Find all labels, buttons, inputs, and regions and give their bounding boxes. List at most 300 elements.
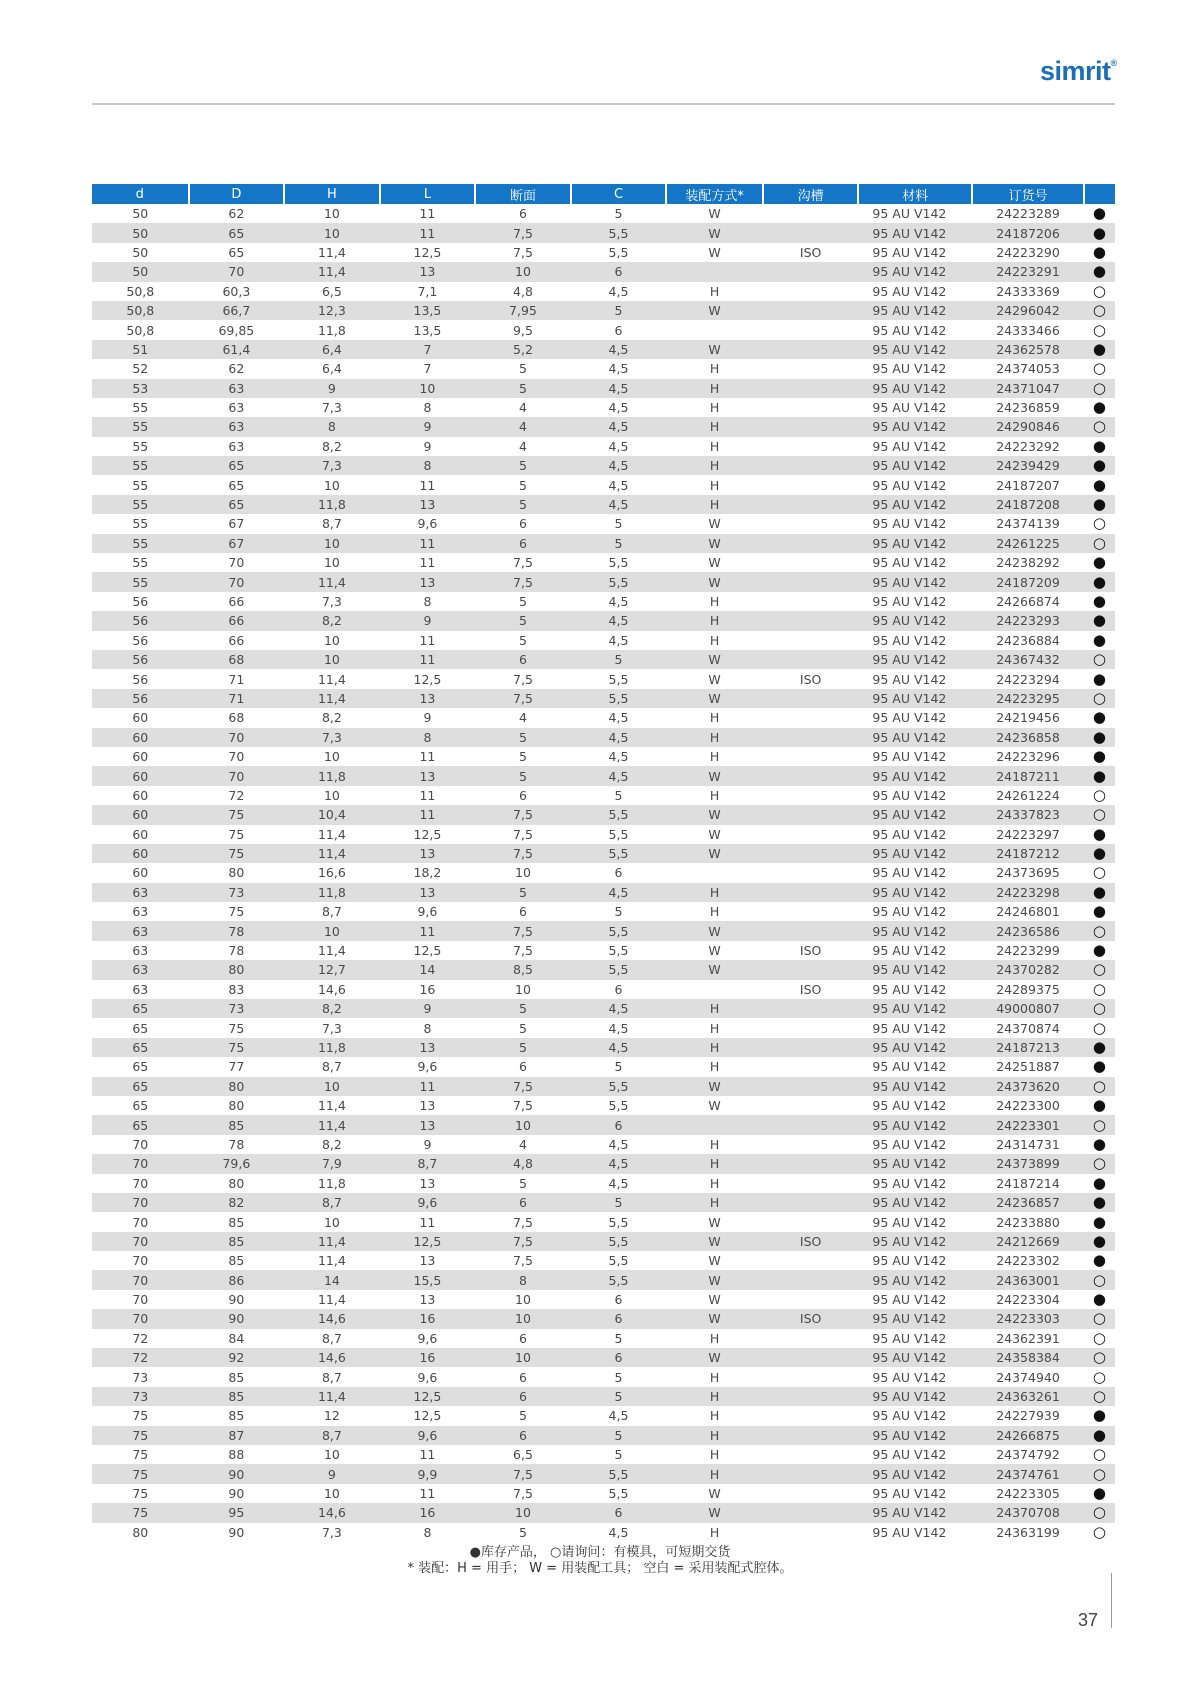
- cell-d: 72: [132, 1330, 149, 1346]
- cell-assembly: W: [666, 301, 763, 320]
- cell-groove: ISO: [763, 1232, 859, 1251]
- cell-stock-indicator: ○: [1084, 805, 1115, 824]
- cell-order-no: 24373899: [972, 1154, 1084, 1173]
- cell-stock-indicator: ○: [1084, 1115, 1115, 1134]
- cell-C: 5,5: [571, 960, 667, 979]
- cell-L: 11: [419, 632, 436, 648]
- cell-groove: [763, 1174, 859, 1193]
- cell-D: 85: [189, 1387, 285, 1406]
- cell-L: 13: [419, 1175, 436, 1191]
- cell-d: 70: [92, 1270, 189, 1289]
- cell-H: 10: [323, 787, 340, 803]
- cell-L: 8: [423, 400, 432, 416]
- cell-section: 4,8: [475, 1154, 571, 1173]
- cell-section: 5: [518, 1020, 527, 1036]
- cell-section: 5: [475, 728, 571, 747]
- cell-L: 16: [419, 981, 436, 997]
- cell-C: 5: [614, 1369, 623, 1385]
- cell-H: 8,7: [321, 1059, 342, 1075]
- cell-order-no: 24333466: [996, 322, 1060, 338]
- cell-section: 10: [475, 1348, 571, 1367]
- cell-assembly: H: [666, 379, 763, 398]
- col-header-groove: 沟槽: [763, 184, 859, 204]
- cell-section: 4: [518, 710, 527, 726]
- cell-assembly: W: [666, 340, 763, 359]
- cell-D: 75: [189, 805, 285, 824]
- cell-section: 7,5: [513, 943, 533, 959]
- cell-assembly: H: [709, 1020, 720, 1036]
- cell-C: 4,5: [608, 1175, 629, 1191]
- cell-H: 10: [284, 650, 380, 669]
- cell-C: 4,5: [608, 710, 629, 726]
- cell-assembly: W: [708, 244, 721, 260]
- cell-assembly: W: [666, 223, 763, 242]
- cell-stock-indicator: ○: [1092, 281, 1106, 300]
- cell-stock-indicator: ●: [1092, 941, 1106, 960]
- cell-groove: [763, 379, 859, 398]
- cell-groove: ISO: [799, 244, 822, 260]
- cell-L: 9,6: [417, 1369, 438, 1385]
- table-row: [92, 223, 1115, 242]
- cell-C: 5,5: [608, 244, 629, 260]
- cell-assembly: W: [708, 516, 721, 532]
- cell-H: 11,4: [284, 1232, 380, 1251]
- cell-stock-indicator: ●: [1084, 1232, 1115, 1251]
- cell-C: 5,5: [571, 1077, 667, 1096]
- table-row: [92, 747, 1115, 766]
- cell-order-no: 24223295: [972, 689, 1084, 708]
- cell-C: 4,5: [571, 611, 667, 630]
- table-row: [92, 475, 1115, 494]
- cell-order-no: 24261224: [996, 787, 1060, 803]
- cell-order-no: 24370874: [996, 1020, 1060, 1036]
- cell-assembly: H: [666, 1464, 763, 1483]
- cell-C: 5,5: [571, 844, 667, 863]
- cell-d: 75: [132, 1485, 149, 1501]
- cell-H: 7,3: [321, 1524, 342, 1540]
- cell-C: 5,5: [608, 1214, 629, 1230]
- cell-assembly: H: [709, 632, 720, 648]
- cell-d: 70: [92, 1193, 189, 1212]
- cell-order-no: 24223296: [996, 749, 1060, 765]
- cell-C: 6: [571, 1115, 667, 1134]
- cell-order-no: 24370282: [972, 960, 1084, 979]
- cell-C: 5,5: [571, 223, 667, 242]
- cell-section: 6: [475, 1387, 571, 1406]
- cell-assembly: H: [709, 1408, 720, 1424]
- cell-C: 5,5: [608, 1253, 629, 1269]
- cell-d: 55: [92, 495, 189, 514]
- col-header-order-no: 订货号: [972, 184, 1084, 204]
- cell-material: 95 AU V142: [872, 1253, 947, 1269]
- cell-stock-indicator: ●: [1092, 475, 1106, 494]
- cell-material: 95 AU V142: [872, 1059, 947, 1075]
- cell-material: 95 AU V142: [858, 1115, 972, 1134]
- cell-d: 70: [92, 1154, 189, 1173]
- table-row: [92, 650, 1115, 669]
- cell-section: 6: [475, 650, 571, 669]
- table-row: [92, 534, 1115, 553]
- cell-H: 6,5: [321, 283, 342, 299]
- cell-groove: [763, 689, 859, 708]
- cell-H: 6,4: [321, 361, 342, 377]
- cell-stock-indicator: ○: [1084, 1348, 1115, 1367]
- cell-D: 66: [228, 632, 245, 648]
- logo-text: simrit: [1040, 56, 1111, 86]
- cell-material: 95 AU V142: [858, 844, 972, 863]
- cell-d: 75: [92, 1426, 189, 1445]
- cell-order-no: 24239429: [972, 456, 1084, 475]
- cell-D: 65: [228, 477, 245, 493]
- cell-d: 60: [132, 826, 149, 842]
- cell-C: 4,5: [571, 1154, 667, 1173]
- cell-material: 95 AU V142: [872, 1330, 947, 1346]
- cell-groove: [763, 1290, 859, 1309]
- cell-stock-indicator: ●: [1092, 902, 1106, 921]
- cell-C: 4,5: [571, 999, 667, 1018]
- cell-C: 5,5: [571, 572, 667, 591]
- cell-order-no: 24223290: [996, 244, 1060, 260]
- cell-order-no: 24261225: [972, 534, 1084, 553]
- cell-groove: [763, 960, 859, 979]
- cell-H: 10: [323, 749, 340, 765]
- cell-groove: [763, 1135, 859, 1154]
- cell-d: 75: [132, 1408, 149, 1424]
- cell-L: 12,5: [380, 1232, 476, 1251]
- cell-L: 8: [423, 594, 432, 609]
- table-row: [92, 495, 1115, 514]
- cell-assembly: H: [709, 400, 720, 416]
- table-row: [92, 708, 1115, 727]
- cell-D: 65: [228, 244, 245, 260]
- cell-C: 5,5: [608, 1485, 629, 1501]
- cell-section: 7,5: [513, 1253, 533, 1269]
- cell-material: 95 AU V142: [858, 883, 972, 902]
- table-row: [92, 1212, 1115, 1231]
- cell-stock-indicator: ●: [1092, 204, 1106, 223]
- cell-d: 51: [92, 340, 189, 359]
- cell-d: 63: [132, 943, 149, 959]
- cell-section: 10: [475, 262, 571, 281]
- cell-d: 73: [92, 1387, 189, 1406]
- legend-assembly: * 装配：H = 用手； W = 用装配工具； 空白 = 采用装配式腔体。: [407, 1561, 793, 1576]
- cell-L: 13: [380, 495, 476, 514]
- table-row: [92, 883, 1115, 902]
- cell-order-no: 24187214: [996, 1175, 1060, 1191]
- table-row: [92, 689, 1115, 708]
- cell-L: 9: [380, 999, 476, 1018]
- cell-order-no: 24223289: [996, 206, 1060, 222]
- cell-D: 90: [228, 1292, 245, 1308]
- cell-H: 11,4: [317, 671, 346, 687]
- cell-assembly: H: [709, 1059, 720, 1075]
- cell-groove: [763, 398, 859, 417]
- cell-L: 13: [380, 1115, 476, 1134]
- cell-H: 11,4: [284, 262, 380, 281]
- cell-order-no: 24290846: [972, 417, 1084, 436]
- cell-assembly: H: [666, 611, 763, 630]
- cell-section: 6,5: [513, 1447, 533, 1463]
- cell-C: 5: [614, 1059, 623, 1075]
- cell-material: 95 AU V142: [858, 999, 972, 1018]
- cell-section: 5: [518, 361, 527, 377]
- col-header-d: d: [92, 184, 189, 204]
- table-row: [92, 1057, 1115, 1076]
- cell-L: 13: [419, 1253, 436, 1269]
- cell-groove: [763, 204, 859, 223]
- cell-order-no: 24358384: [972, 1348, 1084, 1367]
- cell-groove: [763, 728, 859, 747]
- cell-order-no: 24337823: [972, 805, 1084, 824]
- cell-section: 5: [518, 749, 527, 765]
- cell-D: 66,7: [189, 301, 285, 320]
- cell-H: 11,4: [317, 1253, 346, 1269]
- cell-groove: [763, 1387, 859, 1406]
- cell-groove: [763, 863, 859, 882]
- cell-section: 6: [475, 1426, 571, 1445]
- cell-L: 9,6: [417, 904, 438, 920]
- cell-C: 4,5: [571, 379, 667, 398]
- cell-L: 7: [380, 340, 476, 359]
- cell-section: 4: [475, 417, 571, 436]
- cell-stock-indicator: ●: [1092, 553, 1106, 572]
- cell-L: 13: [419, 1292, 436, 1308]
- cell-L: 7: [423, 361, 432, 377]
- cell-H: 11,8: [317, 322, 346, 338]
- cell-section: 6: [518, 904, 527, 920]
- cell-C: 4,5: [608, 438, 629, 454]
- cell-assembly: H: [709, 1524, 720, 1540]
- cell-D: 87: [189, 1426, 285, 1445]
- cell-d: 55: [92, 572, 189, 591]
- cell-material: 95 AU V142: [858, 301, 972, 320]
- cell-stock-indicator: ○: [1092, 320, 1106, 339]
- cell-assembly: W: [666, 921, 763, 940]
- cell-assembly: W: [666, 766, 763, 785]
- cell-section: 6: [475, 534, 571, 553]
- cell-stock-indicator: ○: [1084, 1077, 1115, 1096]
- cell-material: 95 AU V142: [858, 1193, 972, 1212]
- cell-groove: [763, 437, 859, 456]
- cell-assembly: W: [666, 1270, 763, 1289]
- cell-assembly: H: [709, 749, 720, 765]
- cell-H: 10: [323, 555, 340, 571]
- cell-order-no: 24223293: [972, 611, 1084, 630]
- cell-stock-indicator: ●: [1092, 708, 1106, 727]
- cell-section: 6: [475, 1193, 571, 1212]
- cell-L: 13: [380, 844, 476, 863]
- cell-stock-indicator: ●: [1092, 1096, 1106, 1115]
- cell-order-no: 24187212: [972, 844, 1084, 863]
- cell-L: 9,6: [417, 1330, 438, 1346]
- cell-assembly: H: [666, 1154, 763, 1173]
- cell-groove: [763, 417, 859, 436]
- cell-C: 4,5: [571, 883, 667, 902]
- cell-D: 84: [228, 1330, 245, 1346]
- cell-d: 75: [132, 1447, 149, 1463]
- cell-order-no: 24362578: [972, 340, 1084, 359]
- table-row: [92, 1426, 1115, 1445]
- cell-stock-indicator: ●: [1084, 844, 1115, 863]
- cell-groove: [763, 1329, 859, 1348]
- cell-order-no: 24223298: [972, 883, 1084, 902]
- cell-C: 4,5: [571, 495, 667, 514]
- cell-groove: [763, 340, 859, 359]
- cell-stock-indicator: ○: [1092, 863, 1106, 882]
- table-row: [92, 786, 1115, 805]
- cell-stock-indicator: ●: [1084, 223, 1115, 242]
- cell-d: 56: [132, 594, 149, 609]
- cell-d: 70: [132, 1136, 149, 1152]
- cell-material: 95 AU V142: [858, 1426, 972, 1445]
- cell-assembly: W: [666, 1503, 763, 1522]
- cell-H: 12,3: [284, 301, 380, 320]
- cell-assembly: H: [709, 787, 720, 803]
- cell-stock-indicator: ○: [1092, 785, 1106, 804]
- cell-L: 13,5: [413, 322, 442, 338]
- cell-groove: [763, 301, 859, 320]
- cell-H: 8,7: [321, 1369, 342, 1385]
- cell-D: 75: [228, 1020, 245, 1036]
- cell-d: 56: [132, 671, 149, 687]
- cell-order-no: 24187208: [972, 495, 1084, 514]
- cell-stock-indicator: ○: [1084, 921, 1115, 940]
- cell-D: 77: [228, 1059, 245, 1075]
- cell-groove: [763, 553, 859, 572]
- cell-stock-indicator: ○: [1084, 1387, 1115, 1406]
- cell-section: 7,5: [513, 1214, 533, 1230]
- cell-D: 85: [228, 1408, 245, 1424]
- cell-L: 16: [380, 1348, 476, 1367]
- cell-L: 11: [419, 1447, 436, 1463]
- cell-D: 70: [189, 572, 285, 591]
- cell-assembly: H: [666, 999, 763, 1018]
- cell-d: 50: [92, 262, 189, 281]
- cell-assembly: W: [708, 826, 721, 842]
- cell-D: 90: [189, 1464, 285, 1483]
- cell-D: 95: [189, 1503, 285, 1522]
- cell-section: 7,5: [475, 1464, 571, 1483]
- cell-D: 92: [189, 1348, 285, 1367]
- table-row: [92, 863, 1115, 882]
- cell-assembly: W: [708, 671, 721, 687]
- cell-stock-indicator: ○: [1084, 534, 1115, 553]
- cell-C: 4,5: [608, 1136, 629, 1152]
- cell-material: 95 AU V142: [872, 671, 947, 687]
- cell-L: 13: [380, 572, 476, 591]
- cell-D: 70: [189, 766, 285, 785]
- cell-order-no: 24266875: [972, 1426, 1084, 1445]
- cell-H: 9: [284, 1464, 380, 1483]
- cell-H: 8: [284, 417, 380, 436]
- cell-H: 11,8: [284, 1038, 380, 1057]
- cell-H: 11,4: [317, 1292, 346, 1308]
- cell-material: 95 AU V142: [858, 1270, 972, 1289]
- table-row: [92, 592, 1115, 611]
- cell-assembly: W: [666, 805, 763, 824]
- cell-D: 78: [228, 1136, 245, 1152]
- cell-H: 11,8: [284, 883, 380, 902]
- cell-H: 10: [284, 921, 380, 940]
- cell-groove: [763, 921, 859, 940]
- cell-d: 63: [132, 981, 149, 997]
- cell-order-no: 24223294: [996, 671, 1060, 687]
- cell-D: 80: [189, 960, 285, 979]
- cell-C: 5,5: [608, 943, 629, 959]
- cell-groove: [763, 805, 859, 824]
- cell-d: 52: [132, 361, 149, 377]
- cell-assembly: H: [709, 710, 720, 726]
- table-row: [92, 1174, 1115, 1193]
- table-row: [92, 282, 1115, 301]
- cell-H: 11,4: [284, 689, 380, 708]
- cell-stock-indicator: ●: [1084, 495, 1115, 514]
- table-row: [92, 1484, 1115, 1503]
- cell-stock-indicator: ○: [1092, 514, 1106, 533]
- cell-L: 12,5: [413, 943, 442, 959]
- cell-H: 12,7: [284, 960, 380, 979]
- cell-H: 11,4: [317, 943, 346, 959]
- table-row: [92, 1348, 1115, 1367]
- table-row: [92, 728, 1115, 747]
- cell-d: 65: [92, 1115, 189, 1134]
- cell-groove: [763, 592, 859, 611]
- cell-section: 7,5: [513, 671, 533, 687]
- simrit-logo: [1040, 56, 1117, 87]
- cell-stock-indicator: ●: [1092, 1290, 1106, 1309]
- cell-d: 56: [92, 689, 189, 708]
- cell-L: 11: [419, 1214, 436, 1230]
- table-row: [92, 902, 1115, 921]
- cell-stock-indicator: ○: [1084, 1154, 1115, 1173]
- cell-assembly: H: [709, 1175, 720, 1191]
- cell-H: 7,3: [321, 400, 342, 416]
- cell-section: 5,2: [475, 340, 571, 359]
- cell-d: 60: [132, 787, 149, 803]
- cell-assembly: W: [666, 1077, 763, 1096]
- cell-D: 80: [228, 865, 245, 881]
- cell-C: 4,5: [608, 361, 629, 377]
- cell-material: 95 AU V142: [872, 1485, 947, 1501]
- cell-d: 65: [132, 1059, 149, 1075]
- cell-material: 95 AU V142: [858, 379, 972, 398]
- cell-groove: [763, 1018, 859, 1037]
- cell-assembly: H: [666, 417, 763, 436]
- cell-d: 56: [92, 611, 189, 630]
- cell-d: 60: [132, 749, 149, 765]
- cell-C: 5,5: [608, 826, 629, 842]
- cell-assembly: H: [666, 495, 763, 514]
- cell-d: 70: [132, 1214, 149, 1230]
- cell-D: 79,6: [189, 1154, 285, 1173]
- cell-L: 12,5: [413, 1408, 442, 1424]
- table-row: [92, 844, 1115, 863]
- cell-material: 95 AU V142: [872, 1447, 947, 1463]
- cell-H: 10: [323, 1447, 340, 1463]
- cell-L: 12,5: [413, 671, 442, 687]
- cell-section: 7,5: [475, 689, 571, 708]
- cell-D: 88: [228, 1447, 245, 1463]
- table-row: [92, 1115, 1115, 1134]
- cell-D: 70: [189, 262, 285, 281]
- cell-section: 6: [518, 787, 527, 803]
- table-row: [92, 204, 1115, 223]
- cell-D: 78: [189, 921, 285, 940]
- cell-H: 14,6: [317, 981, 346, 997]
- cell-assembly: W: [666, 1309, 763, 1328]
- cell-d: 55: [132, 477, 149, 493]
- cell-material: 95 AU V142: [872, 1098, 947, 1114]
